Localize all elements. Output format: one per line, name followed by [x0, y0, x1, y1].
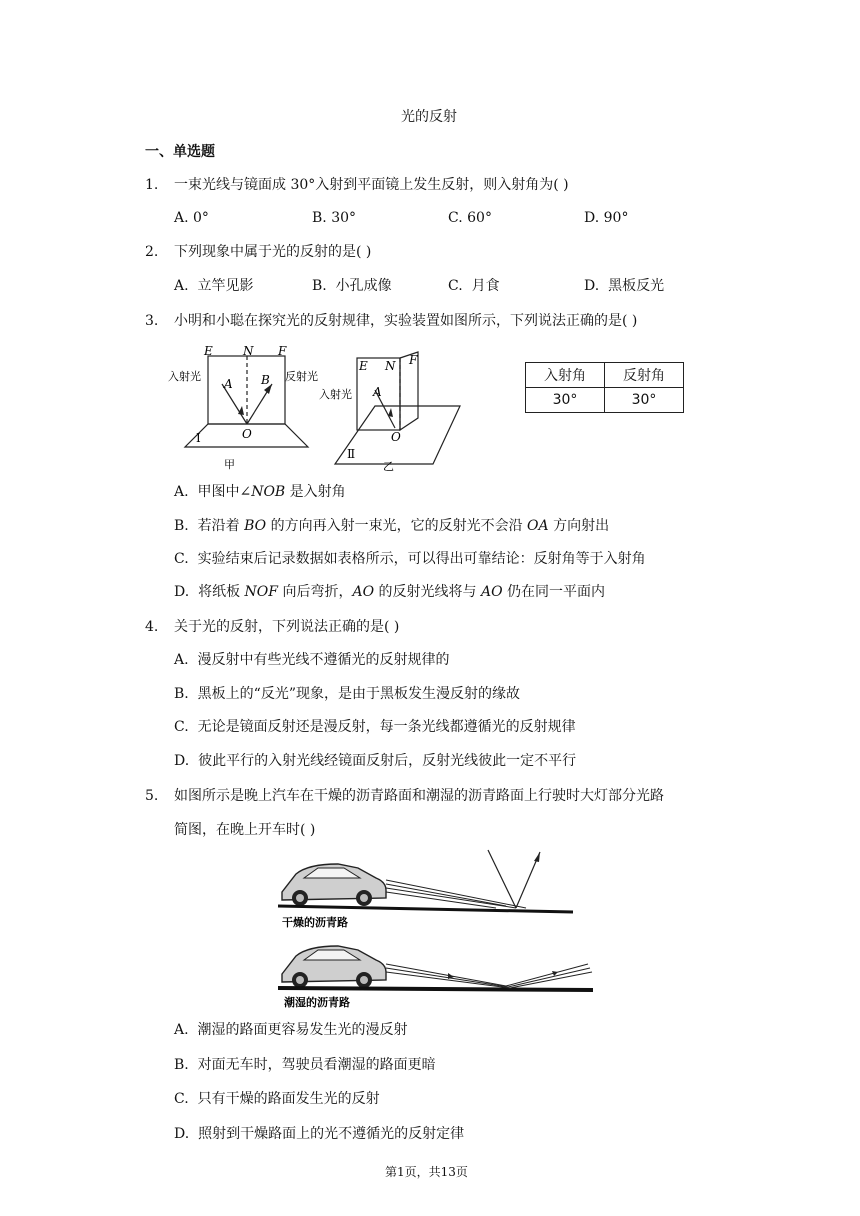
data-table — [525, 362, 684, 413]
option-b: B. 黑板上的“反光”现象，是由于黑板发生漫反射的缘故 — [174, 686, 520, 702]
question-number: 4. — [145, 619, 159, 635]
label-o: O — [242, 427, 252, 441]
option-a: A. 甲图中∠NOB 是入射角 — [174, 484, 346, 500]
figure-yi-diagram — [315, 344, 465, 474]
option-c: C. 只有干燥的路面发生光的反射 — [174, 1091, 380, 1107]
table-cell: 30° — [526, 388, 605, 413]
table-cell: 30° — [605, 388, 684, 413]
table-header-incidence: 入射角 — [526, 363, 605, 388]
wet-road-panel — [278, 946, 593, 1009]
option-b: B. 30° — [312, 210, 357, 226]
table-header-reflection: 反射角 — [605, 363, 684, 388]
option-d: D. 照射到干燥路面上的光不遵循光的反射定律 — [174, 1126, 465, 1142]
label-f: F — [278, 344, 287, 358]
option-a: A. 0° — [174, 210, 209, 226]
option-b: B. 对面无车时，驾驶员看潮湿的路面更暗 — [174, 1057, 436, 1073]
question-stem: 如图所示是晚上汽车在干燥的沥青路面和潮湿的沥青路面上行驶时大灯部分光路 — [174, 788, 664, 804]
dry-road-panel — [278, 850, 573, 929]
question-stem: 小明和小聪在探究光的反射规律，实验装置如图所示，下列说法正确的是( ) — [174, 313, 638, 329]
label-n: N — [243, 344, 254, 358]
caption-jia: 甲 — [224, 458, 235, 471]
option-d: D. 90° — [584, 210, 629, 226]
option-c: C. 60° — [448, 210, 492, 226]
label-e: E — [204, 344, 213, 358]
label-reflected: 反射光 — [285, 370, 318, 383]
label-b: B — [261, 373, 270, 387]
option-d: D. 黑板反光 — [584, 278, 665, 294]
caption-yi: 乙 — [383, 460, 394, 473]
label-incident: 入射光 — [319, 388, 352, 401]
section-heading: 一、单选题 — [145, 144, 215, 160]
option-c: C. 月食 — [448, 278, 500, 294]
question-number: 3. — [145, 313, 159, 329]
question-number: 2. — [145, 244, 159, 260]
dry-road-label: 干燥的沥青路 — [282, 916, 348, 929]
option-b: B. 小孔成像 — [312, 278, 392, 294]
label-incident: 入射光 — [168, 370, 201, 383]
question-number: 5. — [145, 788, 159, 804]
option-c: C. 无论是镜面反射还是漫反射，每一条光线都遵循光的反射规律 — [174, 719, 576, 735]
option-c: C. 实验结束后记录数据如表格所示，可以得出可靠结论：反射角等于入射角 — [174, 551, 646, 567]
label-f: F — [409, 353, 418, 367]
label-e: E — [359, 359, 368, 373]
question-stem-continued: 简图，在晚上开车时( ) — [174, 822, 316, 838]
figure-jia-diagram — [160, 344, 335, 474]
option-a: A. 漫反射中有些光线不遵循光的反射规律的 — [174, 652, 450, 668]
question-stem: 下列现象中属于光的反射的是( ) — [174, 244, 372, 260]
option-a: A. 潮湿的路面更容易发生光的漫反射 — [174, 1022, 408, 1038]
label-n: N — [385, 359, 396, 373]
option-b: B. 若沿着 BO 的方向再入射一束光，它的反射光不会沿 OA 方向射出 — [174, 518, 610, 534]
label-plane-2: Ⅱ — [347, 447, 356, 461]
option-d: D. 将纸板 NOF 向后弯折，AO 的反射光线将与 AO 仍在同一平面内 — [174, 584, 605, 600]
page-footer: 第1页，共13页 — [385, 1165, 468, 1179]
question-number: 1. — [145, 177, 159, 193]
car-light-path-figure — [268, 846, 598, 1010]
label-a: A — [224, 377, 233, 391]
label-o: O — [391, 430, 401, 444]
question-stem: 一束光线与镜面成 30°入射到平面镜上发生反射，则入射角为( ) — [174, 177, 569, 193]
option-a: A. 立竿见影 — [174, 278, 254, 294]
question-stem: 关于光的反射，下列说法正确的是( ) — [174, 619, 400, 635]
label-plane-1: Ⅰ — [196, 431, 201, 445]
option-d: D. 彼此平行的入射光线经镜面反射后，反射光线彼此一定不平行 — [174, 753, 577, 769]
label-a: A — [373, 385, 382, 399]
wet-road-label: 潮湿的沥青路 — [284, 996, 350, 1009]
document-title: 光的反射 — [401, 109, 457, 125]
